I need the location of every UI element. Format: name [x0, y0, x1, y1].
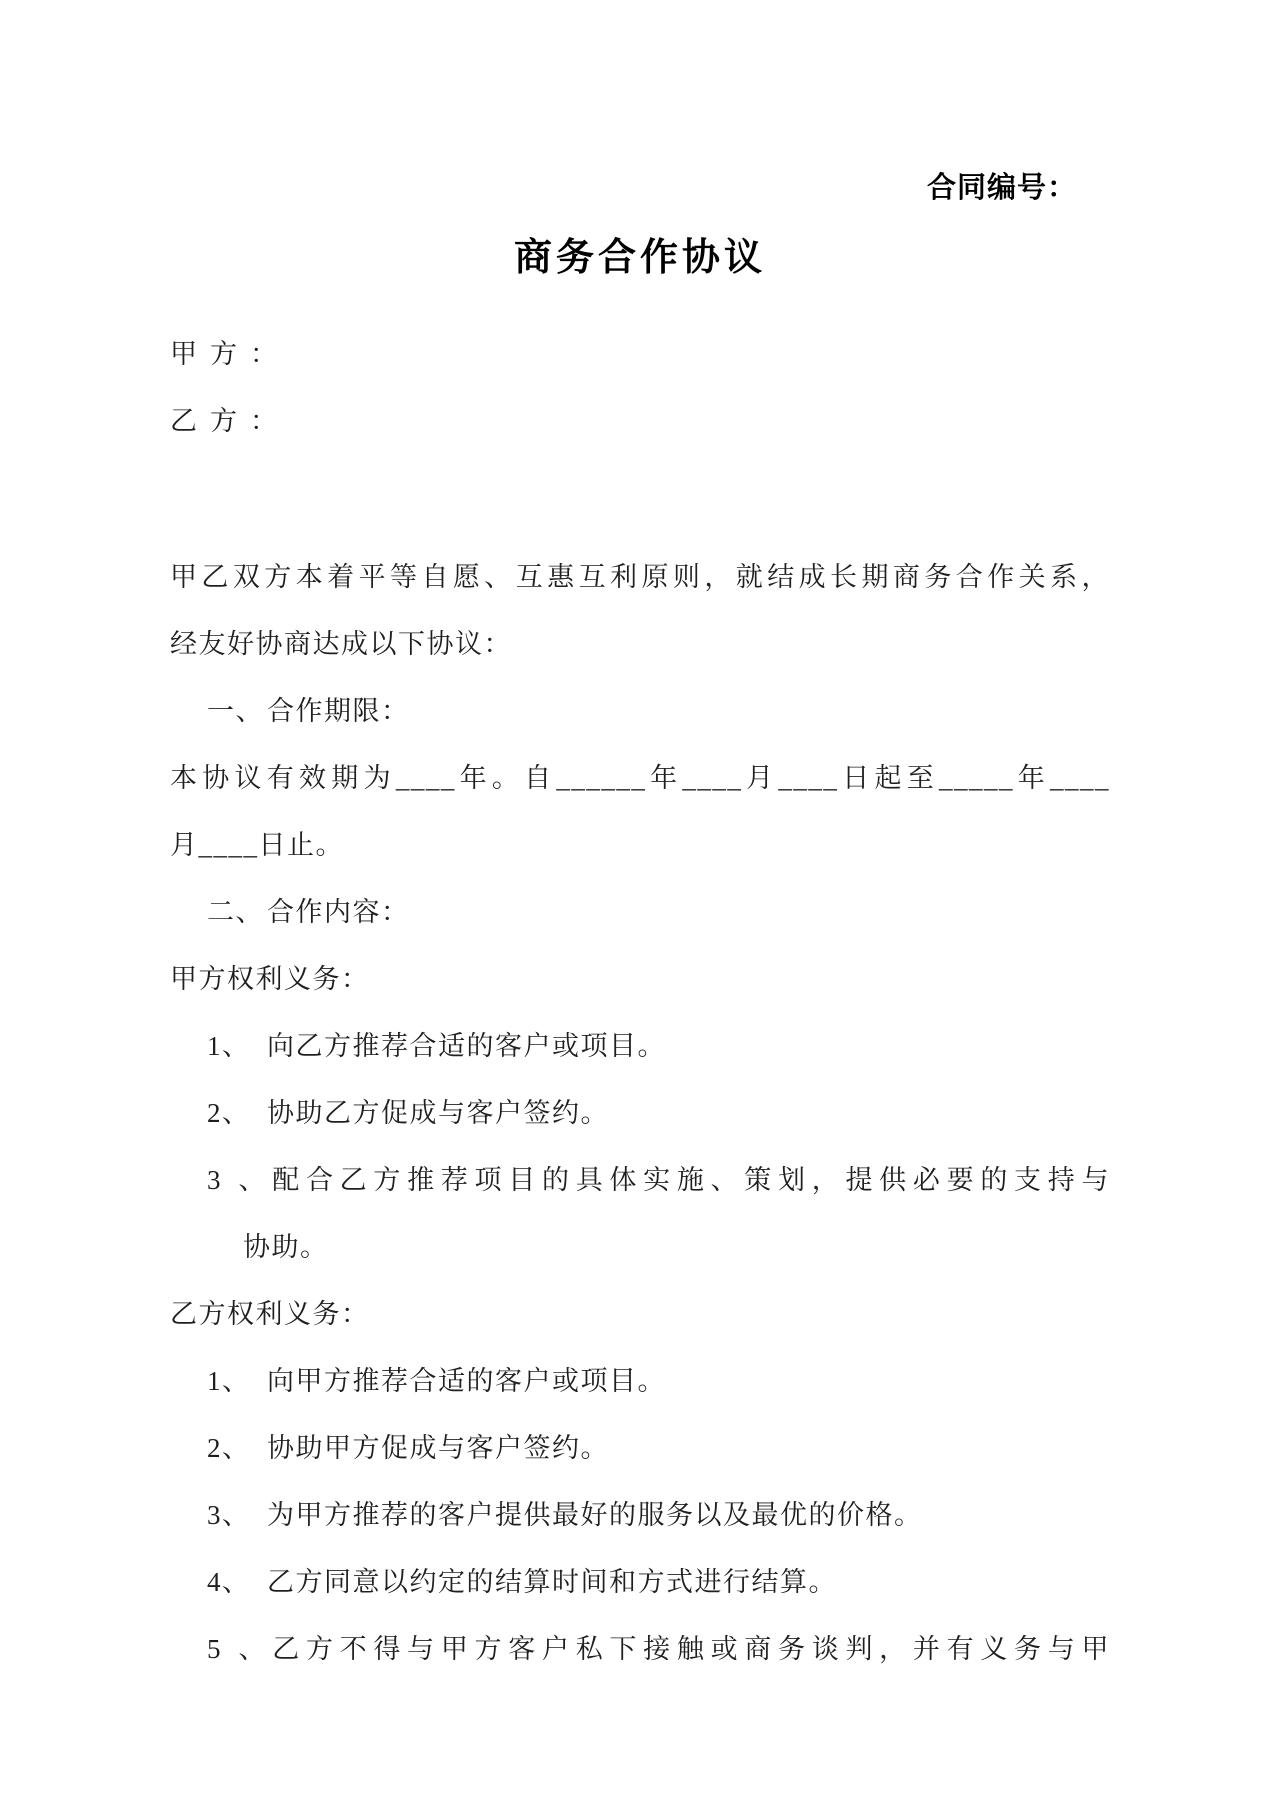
party-b-item-1 [170, 1348, 1110, 1415]
term-line-1: 本协议有效期为____年。自______年____月____日起至_____年____ [170, 763, 1110, 793]
item-number: 5、 [207, 1634, 267, 1664]
intro-line-2: 经友好协商达成以下协议： [170, 629, 512, 659]
section-1-title: 合作期限： [267, 696, 410, 726]
item-text: 协助乙方促成与客户签约。 [267, 1098, 609, 1128]
party-a-item-3 [170, 1147, 1110, 1214]
party-b-item-3 [170, 1482, 1110, 1549]
party-b-item-5 [170, 1616, 1110, 1683]
item-number: 3、 [207, 1500, 251, 1530]
section-1-heading [170, 678, 1110, 745]
party-b-item-4 [170, 1549, 1110, 1616]
section-2-title: 合作内容： [267, 897, 410, 927]
item-number: 1、 [207, 1366, 251, 1396]
party-a-item-3-continued: 协助。 [243, 1232, 329, 1262]
parties-block [170, 321, 1110, 455]
item-text: 为甲方推荐的客户提供最好的服务以及最优的价格。 [267, 1500, 923, 1530]
item-number: 4、 [207, 1567, 251, 1597]
item-number: 2、 [207, 1433, 251, 1463]
party-a-rights-heading: 甲方权利义务： [170, 964, 370, 994]
item-text: 配合乙方推荐项目的具体实施、策划，提供必要的支持与 [267, 1165, 1110, 1195]
section-2-heading [170, 879, 1110, 946]
party-b-item-2 [170, 1415, 1110, 1482]
item-text: 向甲方推荐合适的客户或项目。 [267, 1366, 666, 1396]
document-title: 商务合作协议 [513, 235, 766, 279]
item-number: 1、 [207, 1031, 251, 1061]
contract-body [170, 544, 1110, 1683]
item-text: 乙方同意以约定的结算时间和方式进行结算。 [267, 1567, 837, 1597]
item-number: 2、 [207, 1098, 251, 1128]
item-text: 协助甲方促成与客户签约。 [267, 1433, 609, 1463]
party-a-item-2 [170, 1080, 1110, 1147]
section-2-number: 二、 [207, 897, 264, 927]
section-1-number: 一、 [207, 696, 264, 726]
party-b-rights-heading: 乙方权利义务： [170, 1299, 370, 1329]
term-line-2: 月____日止。 [170, 830, 344, 860]
contract-number-label: 合同编号： [926, 170, 1077, 204]
party-a-item-1 [170, 1013, 1110, 1080]
item-text: 乙方不得与甲方客户私下接触或商务谈判，并有义务与甲 [267, 1634, 1110, 1664]
intro-line-1: 甲乙双方本着平等自愿、互惠互利原则，就结成长期商务合作关系， [170, 562, 1110, 592]
item-number: 3、 [207, 1165, 267, 1195]
page-content [0, 165, 1280, 1683]
party-b-label: 乙方： [170, 406, 290, 436]
party-a-label: 甲方： [170, 339, 290, 369]
item-text: 向乙方推荐合适的客户或项目。 [267, 1031, 666, 1061]
